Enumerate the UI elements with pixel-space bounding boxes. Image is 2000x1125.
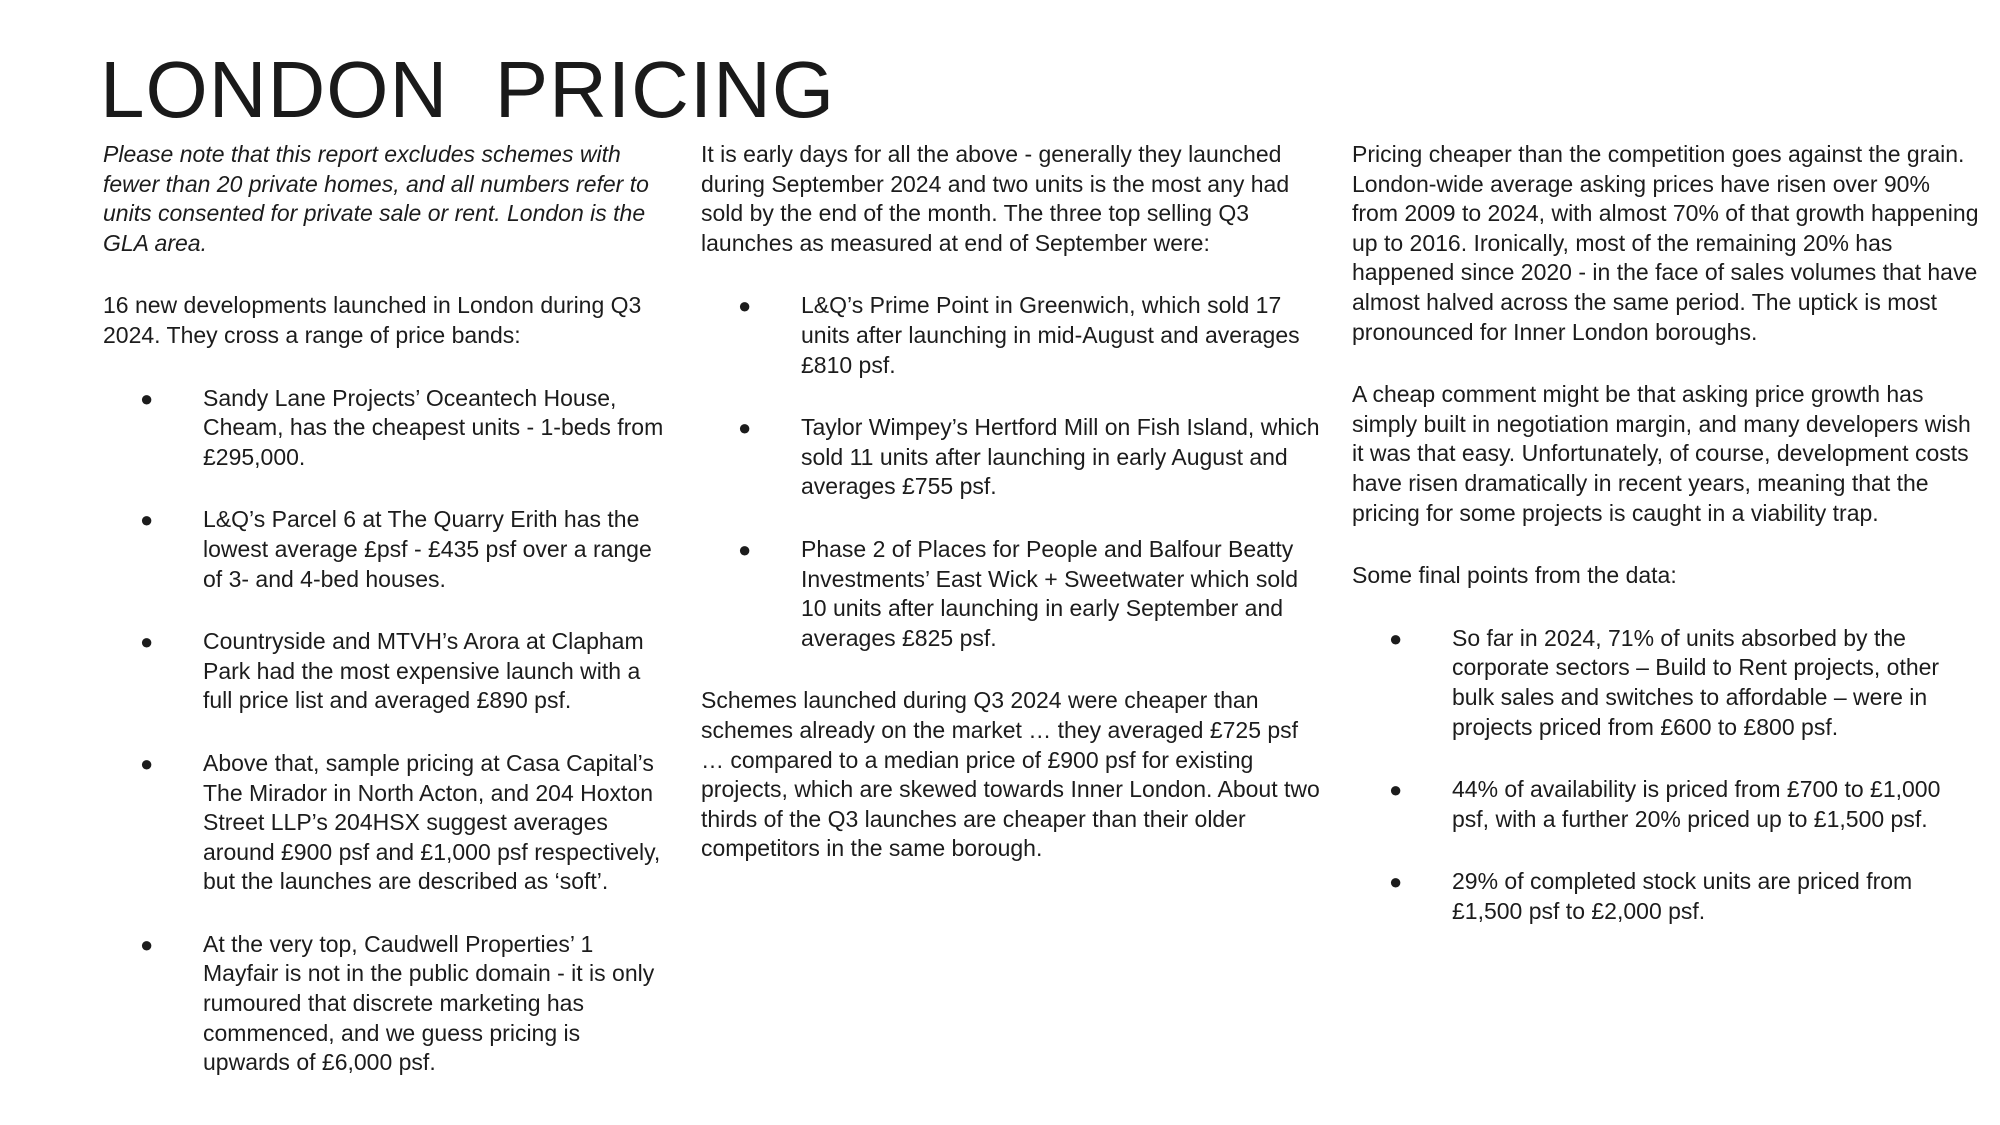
list-item-text: L&Q’s Parcel 6 at The Quarry Erith has the lowest average £psf - £435 psf over a range of 3- and 4-bed houses. <box>203 506 652 592</box>
list-item-text: Countryside and MTVH’s Arora at Clapham Park had the most expensive launch with a full price list and averaged £890 psf. <box>203 628 644 714</box>
list-item <box>103 627 673 716</box>
column-right <box>1352 140 1982 959</box>
list-item-text: At the very top, Caudwell Properties’ 1 Mayfair is not in the public domain - it is only rumoured that discrete marketing has commenced, and we guess pricing is upwards of £6,000 psf. <box>203 930 655 1076</box>
bullet-icon: ● <box>738 293 752 319</box>
closing-paragraph: Schemes launched during Q3 2024 were cheaper than schemes already on the market … they averaged £725 psf … compared to a median price of £900 psf for existing projects, which are skewed towards Inner London. About two thirds of the Q3 launches are cheaper than their older competitors in the same borough. <box>701 687 1320 862</box>
intro-paragraph: 16 new developments launched in London during Q3 2024. They cross a range of price bands: <box>103 292 642 348</box>
list-item <box>103 749 673 897</box>
list-item <box>1352 775 1982 834</box>
list-item-text: Sandy Lane Projects’ Oceantech House, Cheam, has the cheapest units - 1-beds from £295,000. <box>203 384 664 470</box>
bullet-icon: ● <box>140 931 154 957</box>
bullet-icon: ● <box>1389 777 1403 803</box>
list-item <box>103 384 673 473</box>
paragraph: Some final points from the data: <box>1352 562 1677 589</box>
bullet-icon: ● <box>140 385 154 411</box>
list-item-text: Taylor Wimpey’s Hertford Mill on Fish Island, which sold 11 units after launching in early August and averages £755 psf. <box>801 414 1320 500</box>
paragraph: Pricing cheaper than the competition goes against the grain. London-wide average asking prices have risen over 90% from 2009 to 2024, with almost 70% of that growth happening up to 2016. Ironically, most of the remaining 20% has happened since 2020 - in the face of sales volumes that have almost halved across the same period. The uptick is most pronounced for Inner London boroughs. <box>1352 141 1979 345</box>
column-left <box>103 140 673 1111</box>
bullet-icon: ● <box>1389 625 1403 651</box>
list-item <box>701 291 1326 380</box>
list-item <box>103 930 673 1078</box>
list-item-text: Above that, sample pricing at Casa Capital’s The Mirador in North Acton, and 204 Hoxton Street LLP’s 204HSX suggest averages around £900 psf and £1,000 psf respectively, but the launches are described as ‘soft’. <box>203 749 661 895</box>
column-middle <box>701 140 1326 897</box>
list-item-text: 29% of completed stock units are priced from £1,500 psf to £2,000 psf. <box>1452 868 1913 924</box>
list-item <box>1352 867 1982 926</box>
list-item <box>1352 624 1982 742</box>
list-item <box>701 535 1326 653</box>
list-item <box>103 505 673 594</box>
scope-note: Please note that this report excludes schemes with fewer than 20 private homes, and all numbers refer to units consented for private sale or rent. London is the GLA area. <box>103 141 649 256</box>
bullet-icon: ● <box>738 536 752 562</box>
list-item-text: 44% of availability is priced from £700 to £1,000 psf, with a further 20% priced up to £1,500 psf. <box>1452 776 1941 832</box>
intro-paragraph: It is early days for all the above - generally they launched during September 2024 and two units is the most any had sold by the end of the month. The three top selling Q3 launches as measured at end of September were: <box>701 141 1290 256</box>
bullet-icon: ● <box>140 507 154 533</box>
bullet-icon: ● <box>140 750 154 776</box>
paragraph: A cheap comment might be that asking price growth has simply built in negotiation margin, and many developers wish it was that easy. Unfortunately, of course, development costs have risen dramatically in recent years, meaning that the pricing for some projects is caught in a viability trap. <box>1352 381 1971 526</box>
list-item-text: Phase 2 of Places for People and Balfour Beatty Investments’ East Wick + Sweetwater which sold 10 units after launching in early September and averages £825 psf. <box>801 535 1299 651</box>
bullet-icon: ● <box>738 415 752 441</box>
bullet-icon: ● <box>1389 869 1403 895</box>
list-item-text: L&Q’s Prime Point in Greenwich, which sold 17 units after launching in mid-August and averages £810 psf. <box>801 292 1300 378</box>
page-title: LONDON PRICING <box>100 45 836 134</box>
top-selling-bullet-list <box>701 291 1326 653</box>
list-item <box>701 413 1326 502</box>
bullet-icon: ● <box>140 629 154 655</box>
list-item-text: So far in 2024, 71% of units absorbed by the corporate sectors – Build to Rent projects, other bulk sales and switches to affordable – were in projects priced from £600 to £800 psf. <box>1452 624 1940 740</box>
launch-bullet-list <box>103 384 673 1078</box>
final-points-bullet-list <box>1352 624 1982 927</box>
